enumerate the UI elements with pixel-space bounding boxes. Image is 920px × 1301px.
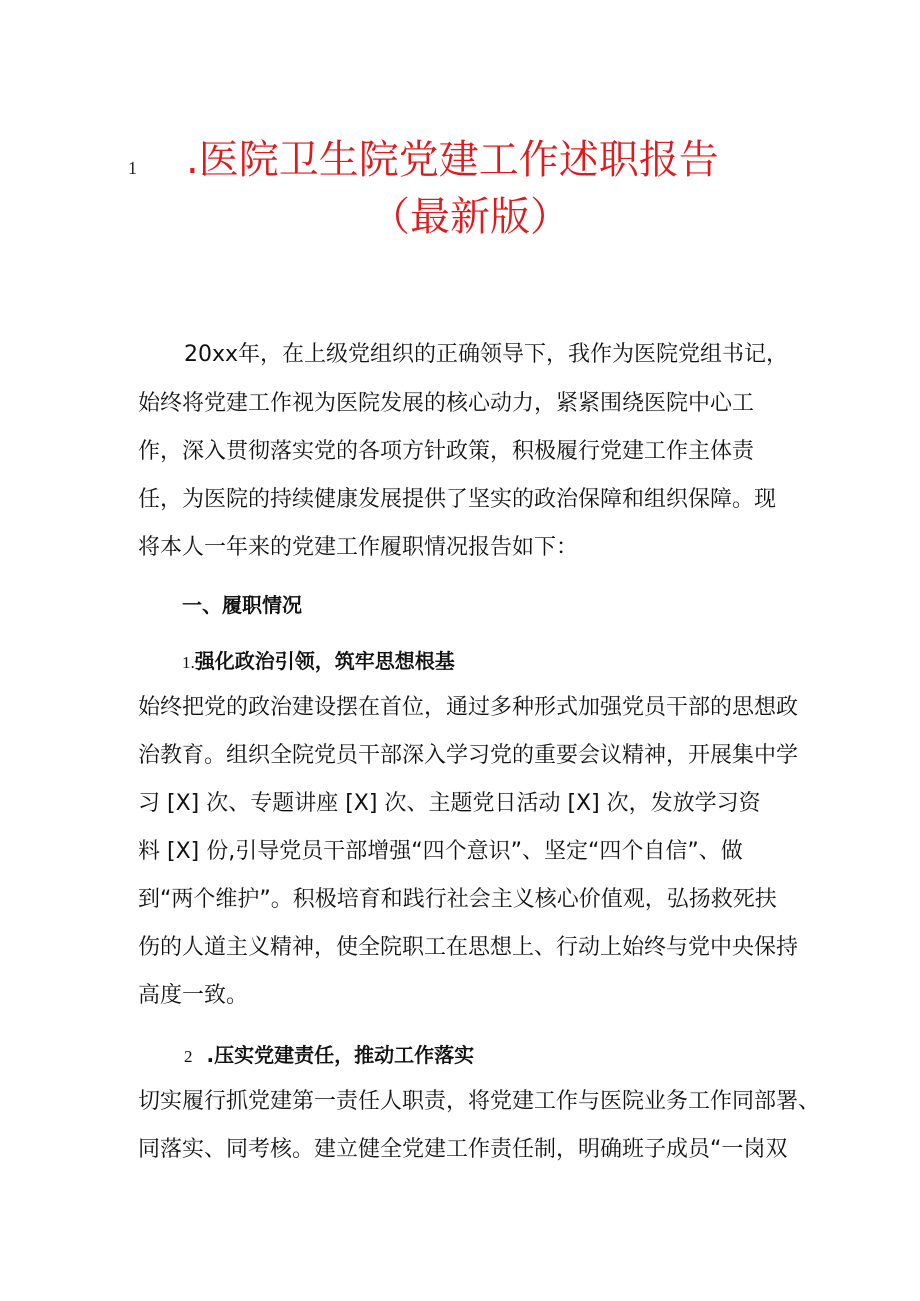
sub1-line-7: 高度一致。	[138, 983, 249, 1008]
subsection-2-number: 2	[184, 1047, 193, 1066]
subsection-1-number: 1.	[182, 653, 195, 672]
subsection-heading-2	[184, 1040, 474, 1072]
intro-line-3: 作，深入贯彻落实党的各项方针政策，积极履行党建工作主体责	[138, 439, 755, 464]
sub2-line-1: 切实履行抓党建第一责任人职责，将党建工作与医院业务工作同部署、	[138, 1089, 821, 1114]
sub1-line-4: 料 [X] 份,引导党员干部增强“四个意识”、坚定“四个自信”、做	[138, 839, 743, 864]
sub1-line-3: 习 [X] 次、专题讲座 [X] 次、主题党日活动 [X] 次，发放学习资	[138, 791, 761, 816]
sub2-line-2: 同落实、同考核。建立健全党建工作责任制，明确班子成员“一岗双	[138, 1137, 788, 1162]
intro-line-4: 任，为医院的持续健康发展提供了坚实的政治保障和组织保障。现	[138, 487, 777, 512]
intro-line-5: 将本人一年来的党建工作履职情况报告如下：	[138, 535, 579, 560]
sub1-line-5: 到“两个维护”。积极培育和践行社会主义核心价值观，弘扬救死扶	[138, 887, 777, 912]
sub1-line-1: 始终把党的政治建设摆在首位，通过多种形式加强党员干部的思想政	[138, 695, 799, 720]
subsection-1-text: 强化政治引领，筑牢思想根基	[194, 649, 455, 673]
intro-line-2: 始终将党建工作视为医院发展的核心动力，紧紧围绕医院中心工	[138, 391, 755, 416]
sub1-line-6: 伤的人道主义精神，使全院职工在思想上、行动上始终与党中央保持	[138, 935, 799, 960]
subsection-heading-1	[182, 646, 455, 678]
document-title: .医院卫生院党建工作述职报告	[186, 137, 719, 183]
document-title-edition: （最新版）	[370, 194, 570, 240]
title-number: 1	[128, 158, 137, 178]
subsection-2-text: .压实党建责任，推动工作落实	[206, 1043, 475, 1067]
intro-line-1: 20xx年，在上级党组织的正确领导下，我作为医院党组书记，	[184, 342, 789, 367]
sub1-line-2: 治教育。组织全院党员干部深入学习党的重要会议精神，开展集中学	[138, 743, 799, 768]
section-heading-duties: 一、履职情况	[182, 593, 302, 617]
